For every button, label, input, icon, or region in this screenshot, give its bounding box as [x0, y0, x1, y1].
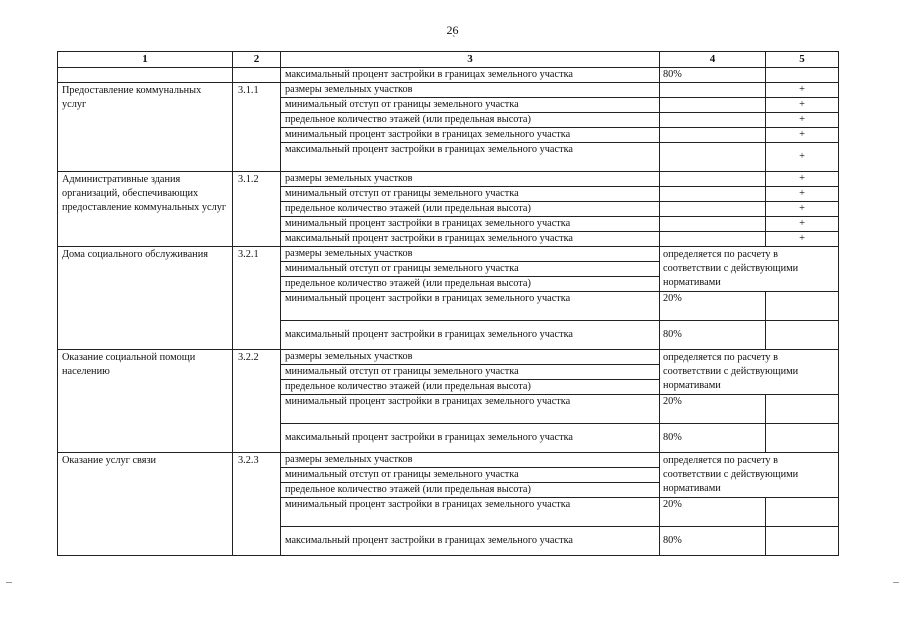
header-col-1: 1 — [58, 52, 233, 68]
header-col-4: 4 — [660, 52, 766, 68]
table-row — [58, 68, 839, 83]
plus-mark: + — [766, 202, 839, 217]
value-cell: 80% — [660, 527, 766, 556]
table-row — [58, 83, 839, 98]
table-row — [58, 172, 839, 187]
plus-mark: + — [766, 98, 839, 113]
value-cell: 80% — [660, 68, 766, 83]
param-max-pct: максимальный процент застройки в границах земельного участка — [281, 321, 660, 350]
header-row — [58, 52, 839, 68]
use-name: Дома социального обслуживания — [58, 247, 233, 350]
param-min-indent: минимальный отступ от границы земельного участка — [281, 262, 660, 277]
empty-cell — [766, 527, 839, 556]
header-col-5: 5 — [766, 52, 839, 68]
empty-cell — [58, 68, 233, 83]
value-cell: 80% — [660, 424, 766, 453]
plus-mark: + — [766, 83, 839, 98]
param-floors: предельное количество этажей (или предельная высота) — [281, 277, 660, 292]
regulations-table-container — [57, 51, 839, 556]
param-min-indent: минимальный отступ от границы земельного участка — [281, 468, 660, 483]
param-sizes: размеры земельных участков — [281, 83, 660, 98]
param-min-pct: минимальный процент застройки в границах земельного участка — [281, 498, 660, 527]
param-max-pct: максимальный процент застройки в границах земельного участка — [281, 527, 660, 556]
page-mark: ` — [452, 35, 456, 46]
empty-cell — [660, 202, 766, 217]
use-name: Оказание услуг связи — [58, 453, 233, 556]
param-min-pct: минимальный процент застройки в границах земельного участка — [281, 128, 660, 143]
param-min-indent: минимальный отступ от границы земельного участка — [281, 365, 660, 380]
use-code: 3.1.1 — [233, 83, 281, 172]
empty-cell — [660, 113, 766, 128]
empty-cell — [766, 424, 839, 453]
empty-cell — [660, 187, 766, 202]
page-number: 26 — [446, 23, 459, 37]
param-max-pct: максимальный процент застройки в границах земельного участка — [281, 143, 660, 172]
plus-mark: + — [766, 143, 839, 172]
use-code: 3.2.3 — [233, 453, 281, 556]
plus-mark: + — [766, 217, 839, 232]
param-sizes: размеры земельных участков — [281, 350, 660, 365]
value-cell: 20% — [660, 292, 766, 321]
plus-mark: + — [766, 172, 839, 187]
use-code: 3.2.1 — [233, 247, 281, 350]
empty-cell — [766, 395, 839, 424]
param-min-pct: минимальный процент застройки в границах земельного участка — [281, 217, 660, 232]
use-name: Оказание социальной помощи населению — [58, 350, 233, 453]
page-edge-mark-left — [6, 582, 12, 583]
use-code: 3.1.2 — [233, 172, 281, 247]
param-min-pct: минимальный процент застройки в границах земельного участка — [281, 395, 660, 424]
param-sizes: размеры земельных участков — [281, 453, 660, 468]
plus-mark: + — [766, 113, 839, 128]
param-floors: предельное количество этажей (или предельная высота) — [281, 380, 660, 395]
param-sizes: размеры земельных участков — [281, 172, 660, 187]
value-cell: 80% — [660, 321, 766, 350]
value-cell: 20% — [660, 498, 766, 527]
empty-cell — [660, 217, 766, 232]
table-row — [58, 247, 839, 262]
param-floors: предельное количество этажей (или предельная высота) — [281, 113, 660, 128]
empty-cell — [766, 321, 839, 350]
plus-mark: + — [766, 232, 839, 247]
empty-cell — [766, 498, 839, 527]
empty-cell — [660, 232, 766, 247]
param-min-pct: минимальный процент застройки в границах земельного участка — [281, 292, 660, 321]
param-max-pct: максимальный процент застройки в границах земельного участка — [281, 68, 660, 83]
plus-mark: + — [766, 128, 839, 143]
table-row — [58, 350, 839, 365]
param-max-pct: максимальный процент застройки в границах земельного участка — [281, 424, 660, 453]
use-name: Предоставление коммунальных услуг — [58, 83, 233, 172]
value-cell: 20% — [660, 395, 766, 424]
param-sizes: размеры земельных участков — [281, 247, 660, 262]
param-floors: предельное количество этажей (или предельная высота) — [281, 483, 660, 498]
param-min-indent: минимальный отступ от границы земельного участка — [281, 187, 660, 202]
calc-note: определяется по расчету в соответствии с действующими нормативами — [660, 247, 839, 292]
use-code: 3.2.2 — [233, 350, 281, 453]
empty-cell — [660, 172, 766, 187]
empty-cell — [660, 143, 766, 172]
header-col-3: 3 — [281, 52, 660, 68]
empty-cell — [233, 68, 281, 83]
empty-cell — [766, 68, 839, 83]
param-min-indent: минимальный отступ от границы земельного участка — [281, 98, 660, 113]
header-col-2: 2 — [233, 52, 281, 68]
plus-mark: + — [766, 187, 839, 202]
calc-note: определяется по расчету в соответствии с действующими нормативами — [660, 453, 839, 498]
empty-cell — [766, 292, 839, 321]
calc-note: определяется по расчету в соответствии с действующими нормативами — [660, 350, 839, 395]
empty-cell — [660, 128, 766, 143]
regulations-table — [57, 51, 839, 556]
empty-cell — [660, 98, 766, 113]
empty-cell — [660, 83, 766, 98]
use-name: Административные здания организаций, обеспечивающих предоставление коммунальных услуг — [58, 172, 233, 247]
param-max-pct: максимальный процент застройки в границах земельного участка — [281, 232, 660, 247]
page-edge-mark-right — [893, 582, 899, 583]
table-row — [58, 453, 839, 468]
param-floors: предельное количество этажей (или предельная высота) — [281, 202, 660, 217]
